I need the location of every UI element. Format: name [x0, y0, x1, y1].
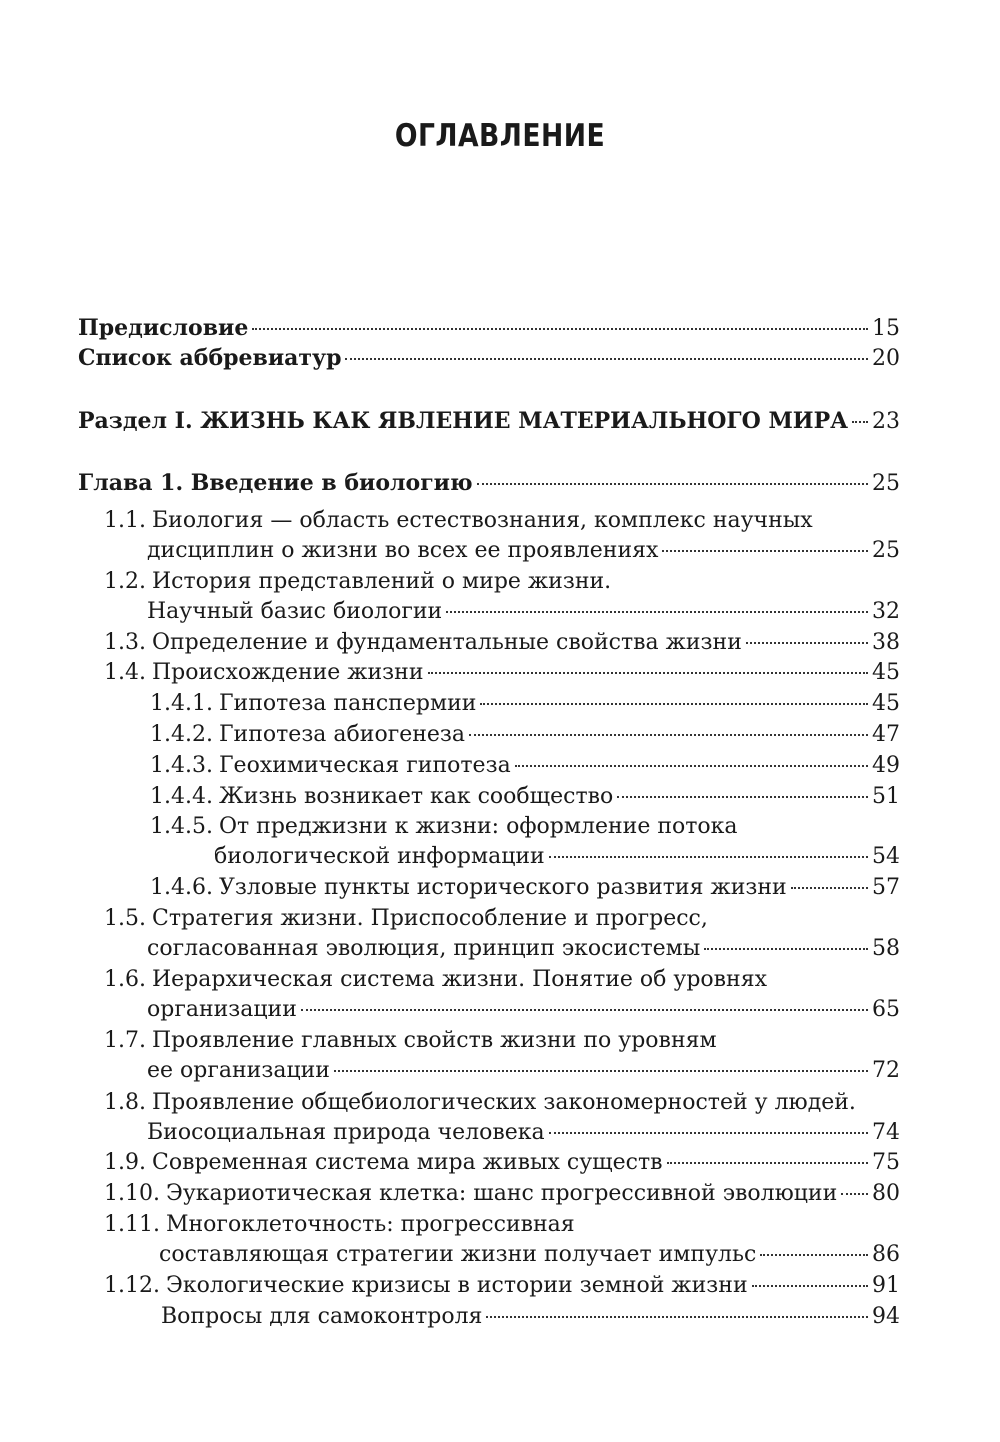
dot-leader: [791, 887, 868, 889]
toc-entry[interactable]: [104, 506, 900, 566]
toc-entry-title: Предисловие: [78, 315, 249, 341]
toc-entry[interactable]: [78, 313, 900, 344]
toc-entry-number: 1.9.: [104, 1150, 146, 1175]
toc-entry-title-continuation: организации: [147, 997, 297, 1022]
toc-entry-title-continuation: биологической информации: [214, 844, 545, 869]
toc-entry-number: 1.4.1.: [150, 691, 213, 716]
toc-entry-number: 1.8.: [104, 1090, 146, 1115]
dot-leader: [549, 1132, 868, 1134]
toc-page-number: 32: [872, 599, 900, 624]
toc-entry-title-continuation: ее организации: [147, 1058, 330, 1083]
toc-page-number: 20: [872, 346, 900, 371]
toc-entry[interactable]: [150, 751, 900, 781]
toc-entry[interactable]: [104, 567, 900, 627]
toc-entry[interactable]: [78, 343, 900, 374]
toc-entry-title: История представлений о мире жизни.: [151, 569, 612, 594]
dot-leader: [477, 483, 868, 485]
toc-entry[interactable]: [78, 468, 900, 499]
toc-page-number: 51: [872, 784, 900, 809]
dot-leader: [428, 672, 868, 674]
toc-entry-title: Жизнь возникает как сообщество: [218, 784, 614, 809]
toc-page-number: 54: [872, 844, 900, 869]
toc-entry-title: Иерархическая система жизни. Понятие об уровнях: [151, 967, 768, 992]
dot-leader: [469, 734, 868, 736]
toc-entry-title-continuation: составляющая стратегии жизни получает импульс: [159, 1242, 757, 1267]
toc-page-number: 57: [872, 875, 900, 900]
toc-page-number: 23: [872, 409, 900, 434]
toc-entry-title: Вопросы для самоконтроля: [161, 1304, 483, 1329]
dot-leader: [480, 703, 868, 705]
toc-entry[interactable]: [104, 628, 900, 658]
toc-entry-title: Проявление общебиологических закономерностей у людей.: [151, 1090, 856, 1115]
toc-entry-title: Глава 1. Введение в биологию: [78, 470, 473, 496]
toc-entry[interactable]: [161, 1302, 900, 1332]
toc-entry[interactable]: [150, 812, 900, 872]
page-title: ОГЛАВЛЕНИЕ: [394, 118, 606, 154]
toc-entry-number: 1.11.: [104, 1212, 160, 1237]
toc-entry-title: Геохимическая гипотеза: [218, 753, 511, 778]
toc-entry-title-continuation: Научный базис биологии: [147, 599, 443, 624]
toc-entry-title: Современная система мира живых существ: [151, 1150, 663, 1175]
toc-page-number: 45: [872, 691, 900, 716]
dot-leader: [746, 642, 868, 644]
toc-entry-title-line: [150, 812, 900, 842]
dot-leader: [760, 1254, 868, 1256]
toc-entry-title: От преджизни к жизни: оформление потока: [218, 814, 738, 839]
toc-entry-number: 1.5.: [104, 906, 146, 931]
dot-leader: [841, 1193, 868, 1195]
toc-entry[interactable]: [104, 1179, 900, 1209]
dot-leader: [486, 1316, 868, 1318]
toc-page-number: 15: [872, 316, 900, 341]
toc-entry-title: Стратегия жизни. Приспособление и прогресс,: [151, 906, 708, 931]
dot-leader: [515, 765, 868, 767]
dot-leader: [667, 1162, 869, 1164]
toc-page-number: 91: [872, 1273, 900, 1298]
dot-leader: [752, 1285, 868, 1287]
toc-page-number: 94: [872, 1304, 900, 1329]
toc-entry-title-line: [104, 1210, 900, 1240]
toc-page-number: 65: [872, 997, 900, 1022]
toc-entry-title: Эукариотическая клетка: шанс прогрессивной эволюции: [165, 1181, 838, 1206]
toc-entry-number: 1.1.: [104, 508, 146, 533]
toc-entry-number: 1.4.2.: [150, 722, 213, 747]
toc-entry-title: Гипотеза панспермии: [218, 691, 477, 716]
toc-entry-title: Многоклеточность: прогрессивная: [165, 1212, 575, 1237]
dot-leader: [301, 1009, 868, 1011]
toc-entry-title-continuation: Биосоциальная природа человека: [147, 1120, 545, 1145]
toc-entry-title: Происхождение жизни: [151, 660, 424, 685]
toc-entry[interactable]: [104, 904, 900, 964]
toc-entry-title: Определение и фундаментальные свойства жизни: [151, 630, 742, 655]
toc-entry-title-line: [104, 567, 900, 597]
toc-entry-title-line: [104, 1088, 900, 1118]
toc-entry-title: Биология — область естествознания, комплекс научных: [151, 508, 813, 533]
toc-entry-title-continuation: дисциплин о жизни во всех ее проявлениях: [147, 538, 659, 563]
toc-entry-title: Гипотеза абиогенеза: [218, 722, 466, 747]
toc-entry-number: 1.4.6.: [150, 875, 213, 900]
toc-page-number: 38: [872, 630, 900, 655]
toc-entry[interactable]: [104, 1148, 900, 1178]
toc-entry-number: 1.6.: [104, 967, 146, 992]
toc-page-number: 74: [872, 1120, 900, 1145]
toc-page-number: 75: [872, 1150, 900, 1175]
toc-page-number: 80: [872, 1181, 900, 1206]
toc-page-number: 25: [872, 471, 900, 496]
toc-entry-title-line: [104, 506, 900, 536]
toc-entry[interactable]: [150, 873, 900, 903]
toc-entry[interactable]: [104, 658, 900, 688]
toc-entry-number: 1.3.: [104, 630, 146, 655]
toc-entry[interactable]: [104, 1026, 900, 1086]
toc-entry[interactable]: [150, 689, 900, 719]
toc-entry-number: 1.4.4.: [150, 784, 213, 809]
dot-leader: [617, 796, 868, 798]
toc-entry-title-line: [104, 904, 900, 934]
dot-leader: [852, 421, 868, 423]
toc-entry-title-line: [104, 965, 900, 995]
toc-entry-title-line: [104, 1026, 900, 1056]
toc-entry[interactable]: [104, 965, 900, 1025]
toc-entry[interactable]: [104, 1271, 900, 1301]
dot-leader: [446, 611, 868, 613]
toc-page-number: 47: [872, 722, 900, 747]
toc-entry-title: Узловые пункты исторического развития жизни: [218, 875, 787, 900]
dot-leader: [704, 948, 868, 950]
toc-entry[interactable]: [78, 406, 900, 437]
toc-entry-number: 1.4.: [104, 660, 146, 685]
dot-leader: [345, 358, 868, 360]
toc-entry-number: 1.4.3.: [150, 753, 213, 778]
toc-entry[interactable]: [104, 1088, 900, 1148]
toc-entry-number: 1.10.: [104, 1181, 160, 1206]
toc-page-number: 72: [872, 1058, 900, 1083]
dot-leader: [549, 856, 868, 858]
toc-entry-title-continuation: согласованная эволюция, принцип экосистемы: [147, 936, 701, 961]
toc-entry-title: Список аббревиатур: [78, 345, 342, 371]
toc-entry[interactable]: [150, 720, 900, 750]
dot-leader: [252, 328, 868, 330]
toc-entry[interactable]: [150, 782, 900, 812]
toc-page-number: 86: [872, 1242, 900, 1267]
dot-leader: [662, 550, 868, 552]
toc-entry-number: 1.2.: [104, 569, 146, 594]
dot-leader: [334, 1070, 868, 1072]
toc-entry-title: Раздел I. ЖИЗНЬ КАК ЯВЛЕНИЕ МАТЕРИАЛЬНОГО МИРА: [78, 408, 849, 434]
toc-page-number: 58: [872, 936, 900, 961]
toc-entry[interactable]: [104, 1210, 900, 1270]
toc-page-number: 25: [872, 538, 900, 563]
toc-entry-title: Экологические кризисы в истории земной жизни: [165, 1273, 748, 1298]
toc-page-number: 49: [872, 753, 900, 778]
toc-entry-title: Проявление главных свойств жизни по уровням: [151, 1028, 717, 1053]
toc-page-number: 45: [872, 660, 900, 685]
toc-entry-number: 1.12.: [104, 1273, 160, 1298]
toc-entry-number: 1.7.: [104, 1028, 146, 1053]
toc-entry-number: 1.4.5.: [150, 814, 213, 839]
